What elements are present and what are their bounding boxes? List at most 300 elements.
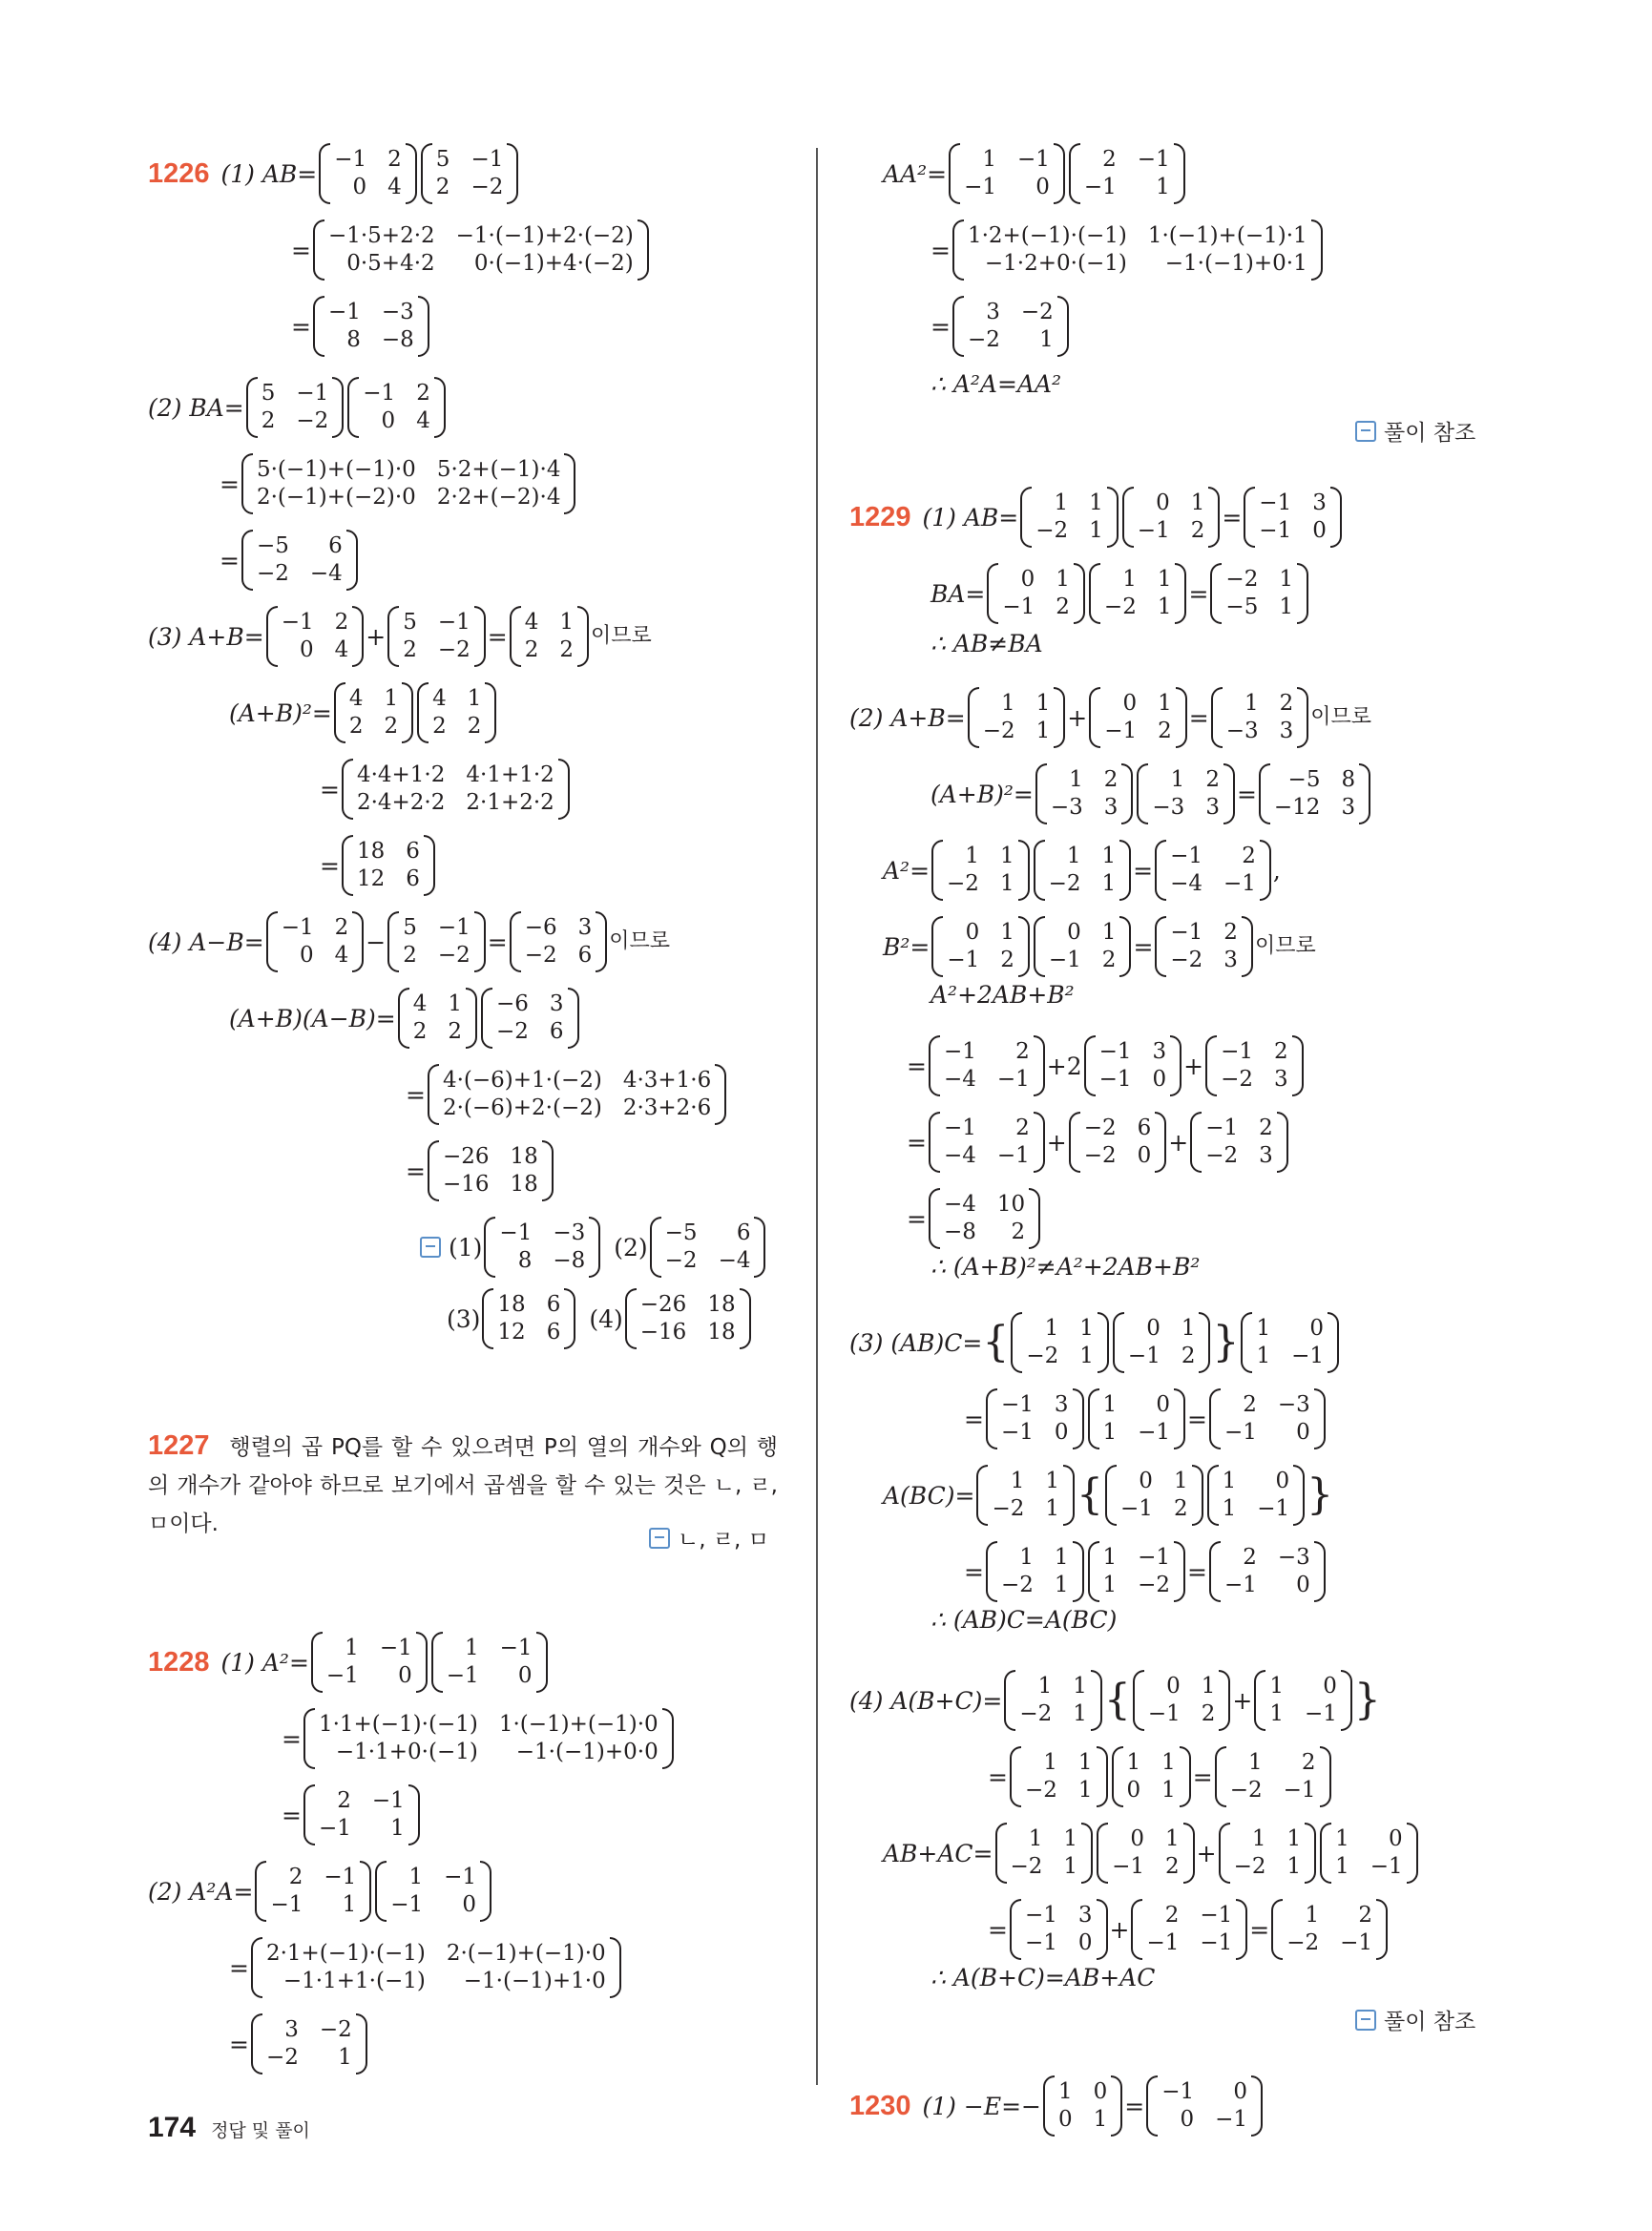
matrix-entries — [998, 563, 1074, 624]
matrix — [431, 1632, 548, 1693]
matrix-entries — [964, 296, 1057, 357]
matrix-entry: 0 — [1166, 1674, 1181, 1699]
bracket-right — [610, 1937, 621, 1998]
matrix-entry: 2 — [1056, 594, 1070, 619]
matrix-entry: −4 — [1170, 871, 1202, 896]
matrix-entry: 12 — [497, 1320, 526, 1345]
equals: = — [907, 1052, 927, 1080]
matrix-entries — [1099, 1541, 1175, 1602]
matrix-entry: 0·(−1)+4·(−2) — [473, 251, 634, 276]
matrix-entry: −1 — [318, 1816, 351, 1841]
matrix-entry: 1 — [1102, 1392, 1118, 1417]
matrix-entries — [315, 1784, 408, 1845]
bracket-left — [266, 911, 278, 972]
matrix-entry: 2 — [1259, 1116, 1273, 1140]
equals: = — [487, 622, 508, 651]
matrix-entry: 0 — [1093, 2079, 1108, 2104]
bracket-left — [1259, 763, 1270, 824]
matrix — [1122, 487, 1221, 548]
matrix-entry: 4 — [412, 991, 428, 1016]
matrix-entry: −2 — [1020, 300, 1054, 324]
page-number: 174 — [148, 2112, 197, 2143]
equals: = — [406, 1080, 426, 1109]
bracket-right — [1341, 1670, 1352, 1731]
matrix-entries — [1080, 1112, 1156, 1173]
plus: + — [1109, 1915, 1130, 1944]
matrix-entry: −5 — [1287, 767, 1321, 792]
matrix — [987, 563, 1085, 624]
matrix-entries — [661, 1217, 755, 1278]
bracket-left — [625, 1288, 637, 1349]
problem-1228-line-2 — [282, 1708, 676, 1769]
bracket-left — [1043, 2075, 1055, 2137]
bracket-right — [485, 682, 496, 743]
bracket-right — [1054, 143, 1065, 204]
bracket-right — [1091, 1670, 1102, 1731]
matrix-entry: 0 — [398, 1663, 412, 1688]
expression-label: BA= — [931, 579, 986, 608]
bracket-left — [1209, 1541, 1221, 1602]
matrix-entry: 0 — [1077, 1930, 1093, 1955]
matrix-entry: 1 — [1019, 1545, 1034, 1570]
bracket-left — [1105, 1465, 1117, 1526]
matrix-entry: −1 — [1127, 1344, 1161, 1368]
bracket-left — [510, 911, 521, 972]
bracket-right — [740, 1288, 751, 1349]
problem-1226-line-11 — [148, 911, 670, 972]
problem-1228-conclusion — [931, 372, 1061, 396]
matrix-entry: −2 — [1229, 1778, 1263, 1803]
bracket-left — [987, 563, 998, 624]
matrix — [347, 377, 446, 438]
matrix-entry: 1 — [1126, 1750, 1141, 1775]
bracket-left — [251, 1937, 262, 1998]
bracket-right — [352, 606, 364, 667]
matrix-entry: 4 — [387, 175, 402, 199]
matrix-entry: 6 — [1137, 1116, 1152, 1140]
matrix-entry: −2 — [437, 637, 471, 662]
equals: = — [988, 1762, 1008, 1791]
matrix-entry: 3 — [986, 300, 1000, 324]
matrix-entry: 8 — [1341, 767, 1356, 792]
matrix-entry: 1 — [1054, 1545, 1069, 1570]
matrix-entry: 1 — [1037, 1674, 1053, 1699]
bracket-right — [1073, 1388, 1084, 1449]
matrix-entry: −3 — [381, 300, 414, 324]
matrix-entry: 2 — [403, 943, 417, 968]
problem-1229-line-5 — [931, 763, 1372, 824]
problem-number: 1228 — [148, 1646, 210, 1678]
equals: = — [1249, 1915, 1270, 1944]
matrix — [1244, 487, 1342, 548]
matrix-entries — [1221, 1388, 1314, 1449]
bracket-left — [1089, 563, 1100, 624]
matrix-entries — [1096, 1035, 1171, 1096]
matrix-entry: 0 — [517, 1663, 533, 1688]
bracket-left — [342, 759, 353, 820]
problem-1226-answer-2 — [447, 1288, 753, 1349]
matrix-entry: −1 — [1024, 1903, 1057, 1928]
bracket-right — [1097, 1899, 1108, 1960]
matrix — [428, 1064, 726, 1125]
problem-number: 1226 — [148, 157, 210, 189]
matrix-entry: 1 — [408, 1865, 424, 1889]
expression-label: B²= — [883, 932, 931, 961]
problem-1227-answer — [649, 1522, 769, 1553]
matrix-entry: 1 — [1028, 1826, 1043, 1851]
matrix-entry: 3 — [1341, 795, 1356, 820]
matrix-entries — [637, 1288, 740, 1349]
matrix-entry: −2 — [982, 719, 1015, 743]
equals: = — [220, 546, 240, 574]
matrix — [1113, 1312, 1211, 1373]
matrix-entry: −1 — [437, 610, 471, 635]
matrix-entry: 1 — [1201, 1674, 1216, 1699]
bracket-left — [949, 143, 960, 204]
bracket-right — [1293, 1465, 1305, 1526]
problem-1226-line-4 — [148, 377, 448, 438]
expression-label: (2) BA= — [148, 393, 244, 422]
page-footer — [148, 2112, 310, 2144]
matrix-entry: 1 — [1164, 1826, 1180, 1851]
bracket-right — [480, 1861, 491, 1922]
matrix — [1034, 840, 1132, 901]
matrix-entry: −4 — [943, 1067, 976, 1092]
problem-1229-line-1 — [849, 487, 1344, 548]
matrix-entry: −2 — [1221, 1067, 1254, 1092]
bracket-left — [251, 2013, 262, 2075]
brace-left: { — [1077, 1470, 1104, 1519]
matrix-entry: 4·4+1·2 — [356, 762, 446, 787]
bracket-right — [1242, 916, 1253, 977]
matrix-entry: −1 — [1370, 1854, 1403, 1879]
matrix — [398, 988, 477, 1049]
matrix — [1215, 1746, 1331, 1807]
matrix-entry: −2 — [1138, 1573, 1171, 1597]
bracket-left — [1084, 1035, 1096, 1096]
bracket-right — [474, 606, 486, 667]
matrix-entries — [315, 1708, 662, 1769]
matrix-entry: 6 — [577, 943, 593, 968]
equals: = — [1187, 1557, 1207, 1586]
conclusion: ∴ A²A=AA² — [931, 370, 1062, 398]
matrix-entry: 1 — [1069, 767, 1083, 792]
problem-1226-line-5 — [220, 453, 577, 514]
matrix — [995, 1823, 1094, 1884]
matrix-entry: 1 — [1079, 1316, 1094, 1341]
matrix-entry: −1·(−1)+0·1 — [1164, 251, 1307, 276]
matrix-entry: −1 — [499, 1220, 533, 1245]
matrix-entry: 4·(−6)+1·(−2) — [442, 1068, 602, 1093]
matrix — [1137, 763, 1235, 824]
matrix-entry: 3 — [284, 2017, 299, 2042]
matrix-entry: −1 — [1120, 1496, 1153, 1521]
matrix — [255, 1861, 371, 1922]
matrix-entry: 2 — [559, 637, 574, 662]
matrix-entry: −2 — [967, 327, 1000, 352]
equals: = — [1192, 1762, 1213, 1791]
matrix — [1020, 487, 1119, 548]
expression-label: (A+B)²= — [229, 698, 332, 727]
bracket-right — [1034, 1035, 1045, 1096]
bracket-right — [1251, 2075, 1263, 2137]
matrix-entry: 0 — [1146, 1316, 1161, 1341]
matrix — [313, 296, 429, 357]
matrix-entry: −2 — [1225, 567, 1259, 592]
bracket-left — [342, 835, 353, 896]
matrix-entry: −1 — [1000, 1420, 1034, 1445]
matrix-entry: 5·(−1)+(−1)·0 — [256, 457, 416, 482]
equals: = — [1133, 856, 1154, 885]
matrix — [266, 911, 365, 972]
problem-1228-line-3 — [282, 1784, 422, 1845]
matrix-entry: −5 — [664, 1220, 698, 1245]
matrix-entry: 2·(−6)+2·(−2) — [442, 1095, 602, 1120]
matrix-entry: 0 — [1180, 2107, 1195, 2132]
bracket-right — [1330, 487, 1342, 548]
bracket-left — [375, 1861, 387, 1922]
matrix-entry: 2 — [1015, 1039, 1030, 1064]
matrix — [1259, 763, 1370, 824]
matrix-entry: −1 — [996, 1067, 1030, 1092]
matrix — [313, 219, 649, 281]
bracket-left — [1034, 840, 1045, 901]
bracket-left — [1069, 143, 1080, 204]
matrix-entry: −4 — [943, 1143, 976, 1168]
matrix-entry: 1 — [1054, 490, 1069, 515]
matrix-entry: 0 — [1020, 567, 1035, 592]
matrix-entry: −5 — [256, 533, 289, 558]
bracket-right — [1208, 487, 1220, 548]
matrix-entry: −1 — [943, 1039, 976, 1064]
matrix-entry: −1 — [1024, 1930, 1057, 1955]
matrix-entry: 18 — [497, 1292, 526, 1317]
matrix-entry: 2 — [403, 637, 417, 662]
matrix-entry: 0 — [1312, 518, 1327, 543]
matrix-entries — [521, 911, 596, 972]
bracket-left — [482, 1288, 493, 1349]
matrix-entry: −16 — [639, 1320, 687, 1345]
matrix-entry: 1 — [390, 1816, 405, 1841]
matrix-entries — [997, 1388, 1073, 1449]
matrix-entry: −1 — [1170, 844, 1202, 868]
bracket-left — [1020, 487, 1032, 548]
matrix-entries — [409, 988, 466, 1049]
bracket-right — [1081, 1823, 1093, 1884]
bracket-right — [638, 219, 649, 281]
matrix — [1034, 916, 1132, 977]
problem-1229-line-20 — [883, 1823, 1420, 1884]
matrix-entry: −8 — [943, 1220, 976, 1244]
matrix-entry: 3 — [1279, 719, 1294, 743]
problem-number: 1229 — [849, 501, 911, 532]
matrix-entry: 18 — [510, 1144, 538, 1169]
matrix-entry: 2 — [1223, 920, 1238, 945]
equals: = — [907, 1204, 927, 1233]
suffix-text: 이므로 — [1310, 705, 1371, 729]
bracket-right — [564, 453, 575, 514]
matrix-entry: 4 — [334, 943, 349, 968]
matrix — [931, 916, 1030, 977]
matrix — [931, 840, 1030, 901]
matrix — [251, 2013, 367, 2075]
equals: = — [964, 1557, 984, 1586]
matrix-entries — [399, 911, 474, 972]
matrix-entries — [353, 835, 424, 896]
matrix-entry: 1 — [559, 610, 574, 635]
matrix — [1205, 1035, 1304, 1096]
matrix-entries — [1331, 1823, 1407, 1884]
bracket-right — [1260, 840, 1271, 901]
matrix-entry: 1 — [1077, 1778, 1093, 1803]
bracket-left — [929, 1188, 940, 1249]
expression-label: AB+AC= — [883, 1839, 993, 1867]
bracket-right — [1328, 1312, 1339, 1373]
problem-number: 1230 — [849, 2090, 911, 2121]
bracket-right — [1236, 1899, 1247, 1960]
matrix-entry: 2 — [384, 714, 399, 739]
bracket-left — [1010, 1746, 1021, 1807]
matrix-entry: 1·2+(−1)·(−1) — [967, 223, 1127, 248]
bracket-left — [1241, 1312, 1252, 1373]
matrix-entry: −16 — [442, 1172, 490, 1197]
matrix-entry: 8 — [517, 1248, 533, 1273]
matrix-entry: 1 — [1066, 844, 1081, 868]
matrix-entries — [1134, 487, 1209, 548]
matrix-entry: −1 — [1305, 1701, 1337, 1726]
matrix-entry: 1 — [1190, 490, 1205, 515]
matrix-entries — [253, 453, 565, 514]
matrix-entries — [1222, 563, 1297, 624]
matrix-entry: −1·1+1·(−1) — [282, 1969, 426, 1993]
matrix-entry: 2 — [435, 175, 450, 199]
bracket-left — [311, 1632, 323, 1693]
expression-label: (1) A²= — [220, 1648, 309, 1677]
problem-1228-right-line-1 — [883, 143, 1187, 204]
matrix-entries — [1021, 1746, 1097, 1807]
matrix-entry: −1 — [371, 1788, 405, 1813]
matrix-entries — [943, 840, 1018, 901]
bracket-left — [1320, 1823, 1331, 1884]
matrix-entries — [1230, 1823, 1306, 1884]
bracket-left — [1254, 1670, 1265, 1731]
matrix-entry: −1 — [1138, 1420, 1171, 1445]
bracket-left — [952, 219, 964, 281]
matrix-entry: 3 — [1152, 1039, 1167, 1064]
matrix — [929, 1112, 1045, 1173]
matrix-entry: 1 — [1157, 594, 1172, 619]
matrix-entries — [495, 1217, 589, 1278]
matrix-entry: 4 — [348, 686, 364, 711]
matrix — [342, 759, 570, 820]
matrix-entry: 2 — [1173, 1496, 1188, 1521]
answer-icon — [1355, 2010, 1376, 2031]
problem-1226-line-13 — [406, 1064, 728, 1125]
matrix-entry: 18 — [707, 1320, 736, 1345]
matrix-entry: 1 — [1073, 1701, 1087, 1726]
matrix-entry: 1 — [1248, 1750, 1263, 1775]
matrix-entries — [1108, 1823, 1183, 1884]
bracket-right — [1170, 1035, 1181, 1096]
matrix — [510, 911, 608, 972]
matrix-entries — [387, 1861, 480, 1922]
bracket-left — [431, 1632, 443, 1693]
matrix — [1105, 1465, 1203, 1526]
matrix-entries — [1144, 1670, 1220, 1731]
expression-label: (4) A(B+C)= — [849, 1686, 1003, 1715]
matrix-entry: 2 — [1201, 1701, 1216, 1726]
matrix-entry: −1 — [1147, 1701, 1181, 1726]
equals: = — [282, 1724, 302, 1753]
matrix-entry: −1 — [1138, 1545, 1171, 1570]
equals: = — [988, 1915, 1008, 1944]
matrix-entry: 1 — [1000, 691, 1015, 716]
matrix-entries — [492, 988, 568, 1049]
bracket-right — [1297, 687, 1308, 748]
brace-right: } — [1307, 1470, 1334, 1519]
bracket-left — [1211, 687, 1223, 748]
bracket-left — [929, 1112, 940, 1173]
equals: = — [320, 775, 340, 803]
matrix-entry: 2·(−1)+(−1)·0 — [446, 1941, 606, 1966]
matrix-entry: 1 — [1073, 1674, 1087, 1699]
matrix-entries — [964, 219, 1311, 281]
matrix-entry: 0 — [1126, 1778, 1141, 1803]
matrix-entry: 2 — [1101, 948, 1117, 972]
bracket-right — [1192, 1465, 1203, 1526]
matrix-entry: −2 — [1205, 1143, 1239, 1168]
matrix-entry: 2 — [448, 1019, 462, 1044]
problem-1229-line-11 — [907, 1188, 1042, 1249]
matrix-entry: 5 — [403, 915, 417, 940]
matrix-entry: −1 — [499, 1636, 533, 1660]
bracket-right — [507, 143, 518, 204]
matrix-entry: −1 — [1259, 518, 1292, 543]
bracket-left — [398, 988, 409, 1049]
answer-label: (4) — [589, 1304, 623, 1333]
expression-label: (3) (AB)C= — [849, 1328, 983, 1357]
matrix-entry: −1 — [334, 147, 367, 172]
expression-label: (2) A+B= — [849, 703, 966, 732]
matrix-entry: −1 — [1224, 1420, 1257, 1445]
bracket-right — [1277, 1112, 1288, 1173]
bracket-right — [356, 2013, 367, 2075]
bracket-right — [542, 1140, 554, 1201]
matrix-entry: −2 — [437, 943, 471, 968]
bracket-right — [1199, 1312, 1210, 1373]
matrix-entry: 1 — [1089, 490, 1103, 515]
matrix-entries — [521, 606, 577, 667]
conclusion: ∴ AB≠BA — [931, 630, 1043, 657]
equals: = — [220, 469, 240, 498]
equals: = — [406, 1157, 426, 1185]
matrix-entry: 1 — [467, 686, 482, 711]
matrix-entry: 0 — [1156, 1392, 1171, 1417]
matrix-entry: 1 — [1269, 1701, 1285, 1726]
matrix-entry: 1 — [1158, 691, 1172, 716]
bracket-left — [1190, 1112, 1202, 1173]
matrix-entry: 1 — [1039, 327, 1054, 352]
problem-1229-line-7 — [883, 916, 1316, 977]
matrix-entry: 2 — [334, 610, 349, 635]
bracket-left — [1131, 1899, 1142, 1960]
equals: = — [229, 1953, 249, 1982]
bracket-left — [1137, 763, 1148, 824]
bracket-left — [428, 1140, 439, 1201]
matrix-entry: 1 — [448, 991, 462, 1016]
matrix-entry: 1 — [1335, 1854, 1349, 1879]
matrix-entry: −2 — [1083, 1116, 1117, 1140]
